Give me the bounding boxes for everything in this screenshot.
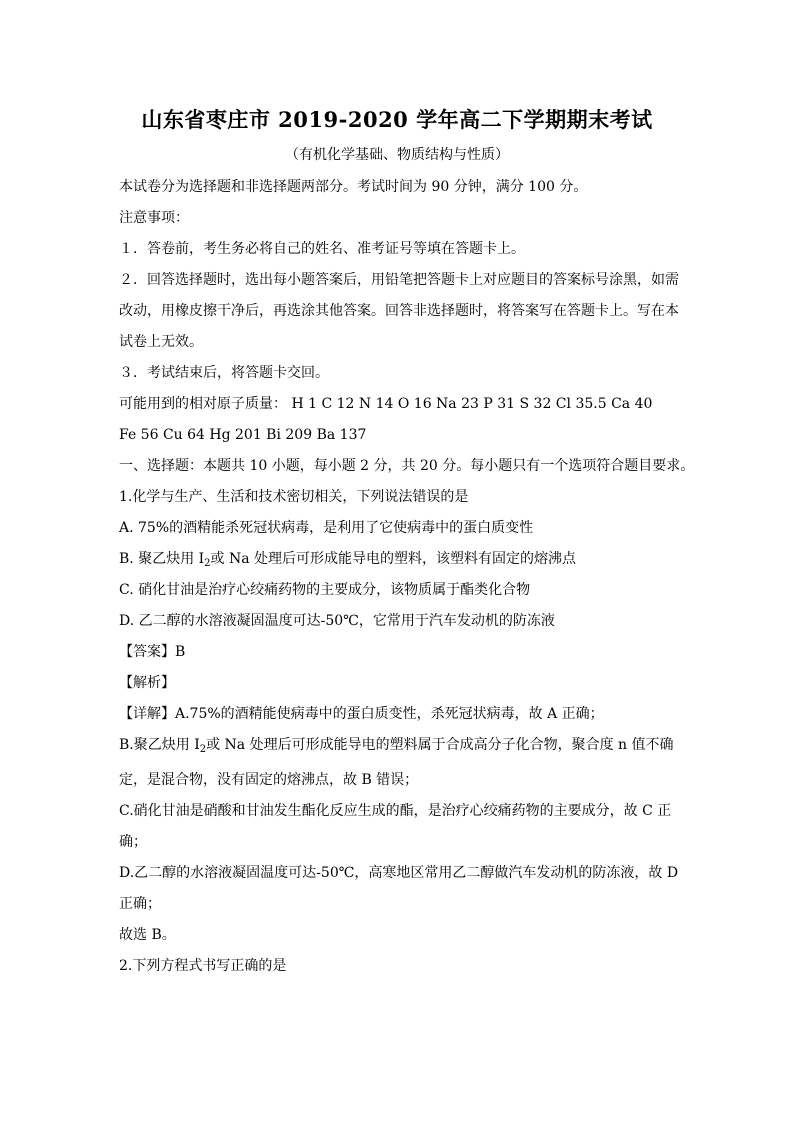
detail-c: C.硝化甘油是硝酸和甘油发生酯化反应生成的酯，是治疗心绞痛药物的主要成分，故 C 正确； [119, 803, 672, 850]
subscript: 2 [204, 558, 211, 569]
question-2 [119, 951, 679, 982]
detail-a: 【详解】A.75%的酒精能使病毒中的蛋白质变性，杀死冠状病毒，故 A 正确； [119, 706, 604, 722]
detail-b-text-rest: 或 Na 处理后可形成能导电的塑料属于合成高分子化合物，聚合度 n 值不确定，是混合物，没有固定的熔沸点，故 B 错误； [119, 737, 674, 788]
page-title: 山东省枣庄市 2019-2020 学年高二下学期期末考试 [141, 107, 653, 132]
intro-text: 本试卷分为选择题和非选择题两部分。考试时间为 90 分钟，满分 100 分。 [119, 179, 588, 195]
note-3: ３．考试结束后，将答题卡交回。 [119, 365, 329, 381]
option-d: D. 乙二醇的水溶液凝固温度可达-50℃，它常用于汽车发动机的防冻液 [119, 613, 555, 629]
page-subtitle: （有机化学基础、物质结构与性质） [285, 147, 509, 163]
option-b-text: B. 聚乙炔用 I [119, 551, 205, 567]
question-1 [119, 482, 679, 951]
note-2: ２．回答选择题时，选出每小题答案后，用铅笔把答题卡上对应题目的答案标号涂黑，如需改动，用橡皮擦干净后，再选涂其他答案。回答非选择题时，将答案写在答题卡上。写在本试卷上无效。 [119, 272, 679, 350]
option-c: C. 硝化甘油是治疗心绞痛药物的主要成分，该物质属于酯类化合物 [119, 582, 531, 598]
note-1: １．答卷前，考生务必将自己的姓名、准考证号等填在答题卡上。 [119, 241, 525, 257]
question-stem: 2.下列方程式书写正确的是 [119, 958, 287, 974]
detail-b [119, 730, 679, 796]
atomic-masses-line-2: Fe 56 Cu 64 Hg 201 Bi 209 Ba 137 [119, 427, 367, 443]
atomic-masses-line-1: 可能用到的相对原子质量： H 1 C 12 N 14 O 16 Na 23 P 31 S 32 Cl 35.5 Ca 40 [119, 396, 653, 412]
option-a: A. 75%的酒精能杀死冠状病毒，是利用了它使病毒中的蛋白质变性 [119, 520, 534, 536]
question-stem: 1.化学与生产、生活和技术密切相关，下列说法错误的是 [119, 489, 469, 505]
section-heading: 一、选择题：本题共 10 小题，每小题 2 分，共 20 分。每小题只有一个选项符合题目要求。 [119, 458, 695, 474]
analysis-heading: 【解析】 [119, 675, 175, 691]
subscript: 2 [199, 744, 207, 755]
conclusion: 故选 B。 [119, 927, 176, 943]
detail-d: D.乙二醇的水溶液凝固温度可达-50℃，高寒地区常用乙二醇做汽车发动机的防冻液，故 D 正确； [119, 865, 679, 912]
document-body [119, 172, 695, 982]
option-b [119, 544, 679, 575]
notes-title: 注意事项： [119, 210, 189, 226]
detail-b-text: B.聚乙炔用 I [119, 737, 200, 753]
option-b-text-rest: 或 Na 处理后可形成能导电的塑料，该塑料有固定的熔沸点 [210, 551, 577, 567]
answer: 【答案】B [119, 644, 186, 660]
